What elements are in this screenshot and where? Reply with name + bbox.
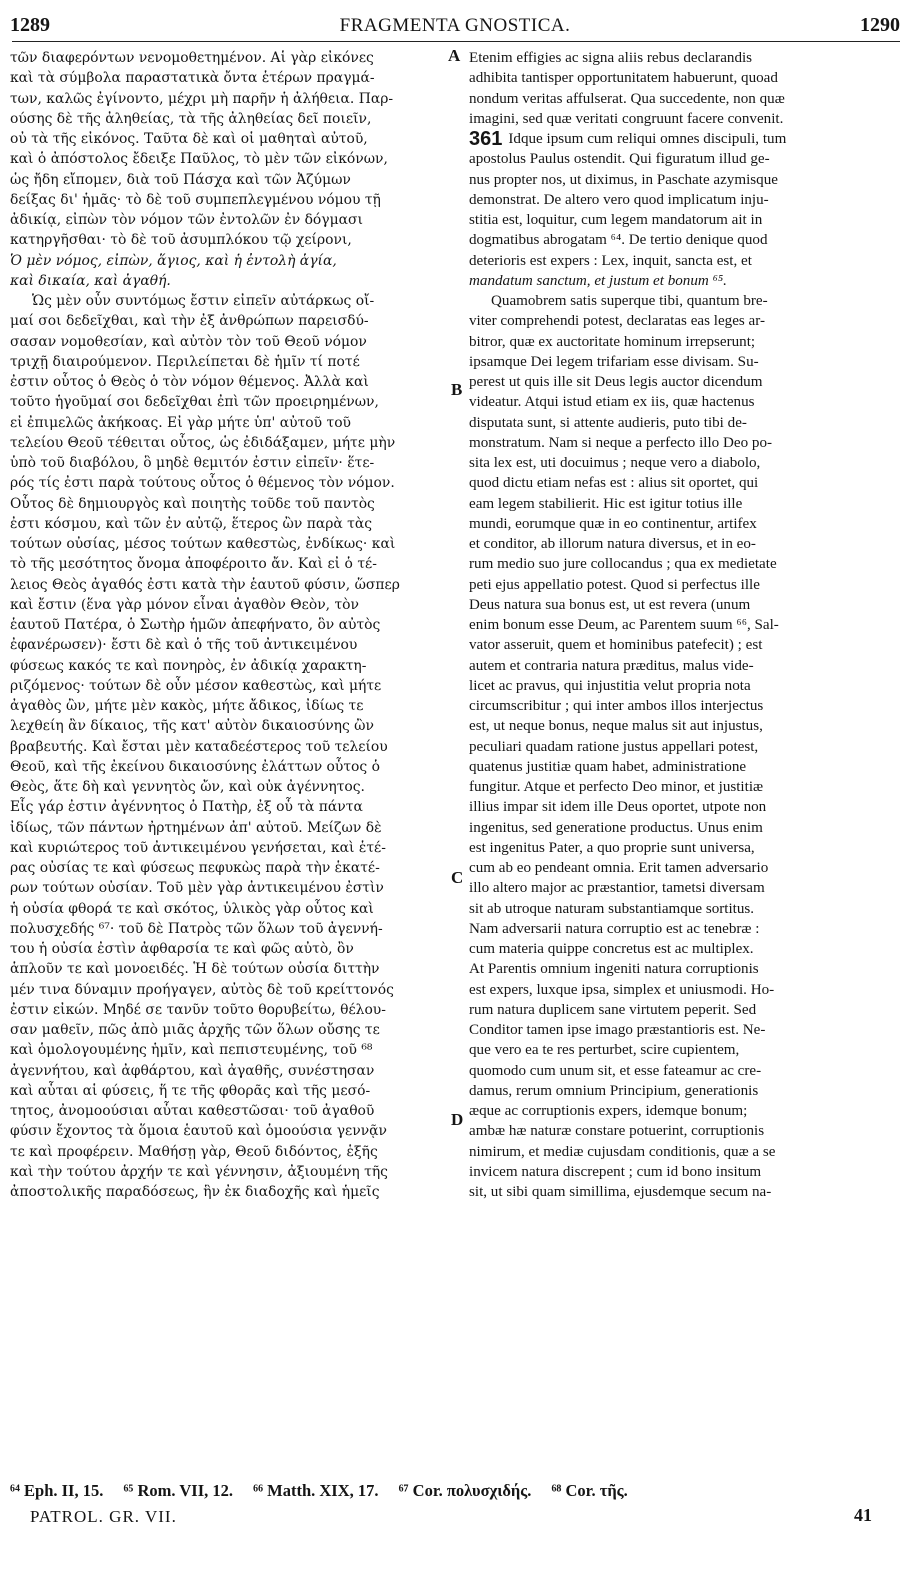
- text-line: πολυσχεδής ⁶⁷· τοῦ δὲ Πατρὸς τῶν ὅλων τοῦ ἀγεννή-: [10, 920, 383, 937]
- text-line: dogmatibus abrogatam ⁶⁴. De tertio denique quod: [469, 232, 768, 249]
- text-line: ἐφανέρωσεν)· ἔστι δὲ καὶ ὁ τῆς τοῦ ἀντικειμένου: [10, 637, 358, 654]
- text-line: damus, rerum omnium Principium, generationis: [469, 1082, 759, 1099]
- text-line: ἑαυτοῦ Πατέρα, ὁ Σωτὴρ ἡμῶν ἀπεφήνατο, ὃν αὐτὸς: [10, 617, 381, 633]
- text-line: μαί σοι δεδεῖχθαι, καὶ τὴν ἐξ ἀνθρώπων παρεισδύ-: [10, 313, 369, 330]
- text-line: monstratum. Nam si neque a perfecto illo Deo po-: [469, 434, 773, 451]
- text-line: ambæ hæ naturæ constare potuerint, corruptionis: [469, 1123, 765, 1140]
- text-line: φύσεως κακός τε καὶ πονηρὸς, ἐν ἀδικίᾳ χαρακτη-: [10, 657, 367, 674]
- text-line: est expers, luxque ipsa, simplex et uniusmodi. Ho-: [469, 981, 775, 998]
- text-line: Οὗτος δὲ δημιουργὸς καὶ ποιητὴς τοῦδε τοῦ παντὸς: [10, 495, 375, 512]
- text-line: licet ac pravus, qui injustitia velut propria nota: [469, 677, 751, 694]
- text-line: Εἷς γάρ ἐστιν ἀγέννητος ὁ Πατὴρ, ἐξ οὗ τὰ πάντα: [10, 799, 363, 816]
- text-line: cum materia quippe concretus est ac multiplex.: [469, 941, 754, 957]
- text-line: et conditor, ab illorum natura diversus, et in eo-: [469, 536, 756, 552]
- text-line: τε καὶ προφέρειν. Μαθήσῃ γὰρ, Θεοῦ διδόντος, ἑξῆς: [10, 1143, 378, 1160]
- text-line: ὡς ἤδη εἴπομεν, διὰ τοῦ Πάσχα καὶ τῶν Ἀζύμων: [10, 171, 351, 188]
- text-line: apostolus Paulus ostendit. Qui figuratum illud ge-: [469, 151, 770, 168]
- footnote-67: ⁶⁷ Cor. πολυσχιδής.: [398, 1481, 532, 1500]
- text-line: ρων τούτων οὐσίαν. Τοῦ μὲν γὰρ ἀντικειμένου ἐστὶν: [10, 880, 384, 897]
- page-header: [10, 14, 900, 40]
- latin-text-column: [469, 48, 895, 1202]
- text-line: σασαν νομοθεσίαν, καὶ αὐτὸν τὸν τοῦ Θεοῦ νόμον: [10, 333, 367, 350]
- text-line: ριζόμενος· τούτων δὲ οὖν μέσον καθεστὼς, καὶ μήτε: [10, 677, 382, 694]
- text-line: ipsamque Dei legem trifariam esse divisam. Su-: [469, 353, 759, 370]
- text-line: των, καλῶς ἐγίνοντο, μέχρι μὴ παρῆν ἡ ἀλήθεια. Παρ-: [10, 90, 394, 107]
- text-line: vator asseruit, quem et hominibus patefecit) ; est: [469, 637, 763, 654]
- text-line: Nam adversarii natura corruptio est ac tenebræ :: [469, 920, 760, 937]
- text-line: rum medio suo jure collocandus ; qua ex medietate: [469, 556, 777, 573]
- text-line: deterioris est expers : Lex, inquit, sancta est, et: [469, 252, 752, 269]
- text-line: demonstrat. De altero vero quod implicatum inju-: [469, 191, 769, 208]
- text-line: Ὡς μὲν οὖν συντόμως ἔστιν εἰπεῖν αὐτάρκως οἴ-: [32, 293, 375, 309]
- text-line: τῶν διαφερόντων νενομοθετημένον. Αἱ γὰρ εἰκόνες: [10, 50, 374, 66]
- text-line: nimirum, et mediæ cujusdam conditionis, quæ a se: [469, 1143, 776, 1160]
- text-line: disputata sunt, si attente audieris, puto tibi de-: [469, 414, 747, 431]
- text-line: Θεὸς, ἅτε δὴ καὶ γεννητὸς ὤν, καὶ οὐκ ἀγέννητος.: [10, 779, 365, 795]
- text-line: τοῦτο ἡγοῦμαί σοι δεδεῖχθαι ἐπὶ τῶν προειρημένων,: [10, 394, 379, 411]
- text-line: eam legem stabilierit. Hic est igitur totius ille: [469, 495, 743, 512]
- text-line: ἀποστολικῆς παραδόσεως, ἣν ἐκ διαδοχῆς καὶ ἡμεῖς: [10, 1184, 380, 1200]
- text-line: Quamobrem satis superque tibi, quantum bre-: [491, 293, 768, 309]
- text-line: του ἡ οὐσία ἐστὶν ἀφθαρσία τε καὶ φῶς αὐτὸ, ὂν: [10, 941, 354, 957]
- text-line: illius impar sit idem ille Deus oportet, utpote non: [469, 799, 767, 816]
- right-column-number: 1290: [860, 14, 900, 36]
- text-line: καὶ δικαία, καὶ ἀγαθή.: [10, 272, 171, 289]
- footnote-65: ⁶⁵ Rom. VII, 12.: [123, 1481, 233, 1500]
- margin-letter-d: D: [451, 1110, 464, 1129]
- footnotes: [10, 1481, 900, 1501]
- footnote-66: ⁶⁶ Matth. XIX, 17.: [253, 1481, 379, 1500]
- margin-letter-b: B: [451, 380, 463, 399]
- text-line: καὶ αὗται αἱ φύσεις, ἥ τε τῆς φθορᾶς καὶ τῆς μεσό-: [10, 1082, 371, 1099]
- text-line: quod dictu etiam nefas est : alius sit oportet, qui: [469, 475, 759, 492]
- text-line: εἰ ἐπιμελῶς ἀκήκοας. Εἰ γὰρ μήτε ὑπ' αὐτοῦ τοῦ: [10, 414, 351, 431]
- text-line: ὑπὸ τοῦ διαβόλου, ὃ μηδὲ θεμιτόν ἐστιν εἰπεῖν· ἕτε-: [10, 455, 375, 471]
- text-line: circumscribitur ; qui inter ambos illos interjectus: [469, 698, 764, 714]
- text-line: ἁπλοῦν τε καὶ μονοειδές. Ἡ δὲ τούτων οὐσία διττὴν: [10, 961, 380, 978]
- text-line: mandatum sanctum, et justum et bonum ⁶⁵.: [469, 272, 727, 289]
- text-line: οὐ τὰ τῆς εἰκόνος. Ταῦτα δὲ καὶ οἱ μαθηταὶ αὐτοῦ,: [10, 131, 368, 147]
- text-line: ρας οὐσίας τε καὶ φύσεως πεφυκὼς παρὰ τὴν ἑκατέ-: [10, 860, 380, 876]
- greek-text-column: [10, 48, 450, 1202]
- margin-letter-a: A: [448, 46, 461, 65]
- text-line: σαν μαθεῖν, πῶς ἀπὸ μιᾶς ἀρχῆς τῶν ὅλων οὔσης τε: [10, 1022, 380, 1038]
- text-line: bitror, quæ ex auctoritate hominum irrepserunt;: [469, 333, 756, 350]
- text-line: ἡ οὐσία φθορά τε καὶ σκότος, ὑλικὸς γὰρ οὗτος καὶ: [10, 900, 374, 917]
- gathering-number: 41: [854, 1505, 872, 1525]
- text-line: peculiari quadam ratione justus appellari potest,: [469, 738, 759, 755]
- text-line: Etenim effigies ac signa aliis rebus declarandis: [469, 50, 753, 66]
- text-line: Conditor tamen ipse imago præstantioris est. Ne-: [469, 1022, 766, 1038]
- text-line: ούσης δὲ τῆς ἀληθείας, τὰ τῆς ἀληθείας δεῖ ποιεῖν,: [10, 110, 372, 127]
- text-line: est ingenitus Pater, a quo proprie sunt universa,: [469, 839, 755, 856]
- text-line: stitia est, loquitur, cum legem mandatorum ait in: [469, 212, 763, 228]
- text-line: καὶ ὁμολογουμένης ἡμῖν, καὶ πεπιστευμένης, τοῦ ⁶⁸: [10, 1042, 373, 1059]
- running-title: FRAGMENTA GNOSTICA.: [339, 15, 571, 36]
- text-line: quomodo cum unum sit, et esse fateamur ac cre-: [469, 1062, 762, 1079]
- text-line: τούτων οὐσίας, μέσος τούτων καθεστὼς, ἐνδίκως· καὶ: [10, 536, 396, 552]
- text-line: ἰδίως, τῶν πάντων ἠρτημένων ἀπ' αὐτοῦ. Μείζων δὲ: [10, 819, 382, 836]
- text-line: illo altero major ac præstantior, tametsi diversam: [469, 880, 765, 897]
- text-line: ρός τίς ἐστι παρὰ τούτους οὗτος ὁ θέμενος τὸν νόμον.: [10, 475, 395, 492]
- text-line: μέν τινα δύναμιν προήγαγεν, αὐτὸς δὲ τοῦ κρείττονός: [10, 981, 394, 998]
- text-line: κατηργῆσθαι· τὸ δὲ τοῦ ἀσυμπλόκου τῷ χείρονι,: [10, 232, 352, 249]
- text-line: imagini, sed quæ veritati congruunt facere convenit.: [469, 110, 784, 127]
- text-line: invicem natura discrepent ; cum id bono insitum: [469, 1163, 762, 1180]
- text-line: Ὁ μὲν νόμος, εἰπὼν, ἅγιος, καὶ ἡ ἐντολὴ ἁγία,: [10, 252, 337, 269]
- text-line: καὶ τὰ σύμβολα παραστατικὰ ὄντα ἑτέρων πραγμά-: [10, 70, 375, 87]
- text-line: nus propter nos, ut diximus, in Paschate azymisque: [469, 171, 778, 188]
- text-line: τελείου Θεοῦ τέθειται οὗτος, ὡς ἐδιδάξαμεν, μήτε μὴν: [10, 434, 396, 451]
- text-line: perest ut quis ille sit Deus legis auctor dicendum: [469, 374, 763, 390]
- text-line: quatenus justitiæ quam habet, administratione: [469, 758, 747, 775]
- text-line: æque ac corruptionis expers, idemque bonum;: [469, 1103, 748, 1119]
- volume-signature: PATROL. GR. VII.: [30, 1507, 177, 1526]
- text-line: mundi, eorumque quæ in eo continentur, artifex: [469, 515, 757, 532]
- text-line: ἀδικίᾳ, εἰπὼν τὸν νόμον τῶν ἐντολῶν ἐν δόγμασι: [10, 212, 363, 228]
- text-line: καὶ τὴν τούτου ἀρχήν τε καὶ γέννησιν, ἀξιουμένη τῆς: [10, 1163, 388, 1180]
- text-line: λειος Θεὸς ἀγαθός ἐστι κατὰ τὴν ἑαυτοῦ φύσιν, ὥσπερ: [10, 576, 400, 593]
- text-line: cum ab eo pendeant omnia. Erit tamen adversario: [469, 860, 769, 876]
- text-line: λεχθείη ἂν δίκαιος, τῆς κατ' αὐτὸν δικαιοσύνης ὢν: [10, 718, 374, 735]
- text-line: τριχῇ διαιρούμενον. Περιλείπεται δὲ ἡμῖν τί ποτέ: [10, 353, 360, 370]
- header-rule: [12, 41, 900, 42]
- text-line: At Parentis omnium ingeniti natura corruptionis: [469, 961, 759, 978]
- text-line: sit ab utroque naturam substantiamque sortitus.: [469, 900, 755, 917]
- text-line: peti ejus appellatio potest. Quod si perfectus ille: [469, 576, 760, 593]
- text-line: Θεοῦ, καὶ τῆς ἐκείνου δικαιοσύνης ἐλάττων οὗτος ὁ: [10, 758, 380, 775]
- text-line: καὶ ἔστιν (ἕνα γὰρ μόνον εἶναι ἀγαθὸν Θεὸν, τὸν: [10, 596, 359, 613]
- text-line: rum natura duplicem sane virtutem peperit. Sed: [469, 1001, 757, 1018]
- text-line: ingenitus, sed generatione productus. Unus enim: [469, 819, 763, 836]
- text-line: est, ut neque bonus, neque malus sit aut injustus,: [469, 718, 763, 735]
- text-line: que vero ea te res perturbet, scire cupientem,: [469, 1042, 740, 1059]
- text-line: 361 Idque ipsum cum reliqui omnes discipuli, tum: [469, 129, 787, 150]
- text-line: φύσιν ἔχοντος τὰ ὅμοια ἑαυτοῦ καὶ ὁμοούσια γεννᾷν: [10, 1123, 387, 1140]
- margin-letter-c: C: [451, 868, 464, 887]
- text-line: δείξας δι' ἡμᾶς· τὸ δὲ τοῦ συμπεπλεγμένου νόμου τῇ: [10, 191, 381, 208]
- text-line: καὶ ὁ ἀπόστολος ἔδειξε Παῦλος, τὸ μὲν τῶν εἰκόνων,: [10, 151, 388, 168]
- footnote-64: ⁶⁴ Eph. II, 15.: [10, 1481, 104, 1500]
- text-line: adhibita tantisper opportunitatem habuerunt, quoad: [469, 70, 778, 87]
- text-line: ἐστι κόσμου, καὶ τῶν ἐν αὐτῷ, ἕτερος ὢν παρὰ τὰς: [10, 515, 373, 532]
- text-line: fungitur. Atque et perfecto Deo minor, et justitiæ: [469, 779, 764, 795]
- text-line: videatur. Atqui istud etiam ex iis, quæ hactenus: [469, 394, 755, 411]
- text-line: autem et contraria natura præditus, malus vide-: [469, 657, 754, 674]
- footnote-68: ⁶⁸ Cor. τῆς.: [551, 1481, 628, 1500]
- text-line: τὸ τῆς μεσότητος ὄνομα ἀποφέροιτο ἄν. Καὶ εἰ ὁ τέ-: [10, 556, 377, 573]
- text-line: καὶ κυριώτερος τοῦ ἀντικειμένου γενήσεται, καὶ ἑτέ-: [10, 839, 386, 856]
- text-line: viter comprehendi potest, declaratas eas leges ar-: [469, 313, 765, 330]
- text-line: sita lex est, uti docuimus ; neque vero a diabolo,: [469, 455, 761, 471]
- text-line: enim bonum esse Deum, ac Parentem suum ⁶⁶, Sal-: [469, 617, 779, 633]
- text-line: βραβευτής. Καὶ ἔσται μὲν καταδεέστερος τοῦ τελείου: [10, 738, 388, 755]
- section-number: 361: [469, 129, 503, 150]
- text-line: ἐστιν εἰκών. Μηδέ σε τανῦν τοῦτο θορυβείτω, θέλου-: [10, 1001, 386, 1018]
- text-line: ἐστιν οὗτος ὁ Θεὸς ὁ τὸν νόμον θέμενος. Ἀλλὰ καὶ: [10, 374, 369, 390]
- text-line: ἀγεννήτου, καὶ ἀφθάρτου, καὶ ἀγαθῆς, συνέστησαν: [10, 1062, 375, 1079]
- text-line: nondum veritas affulserat. Qua succedente, non quæ: [469, 90, 785, 107]
- text-line: ἀγαθὸς ὢν, μήτε μὲν κακὸς, μήτε ἄδικος, ἰδίως τε: [10, 698, 364, 714]
- left-column-number: 1289: [10, 14, 50, 36]
- text-line: Deus natura sua bonus est, ut est revera (unum: [469, 596, 751, 613]
- text-line: sit, ut sibi quam simillima, ejusdemque secum na-: [469, 1184, 772, 1200]
- text-line: τητος, ἀνομοούσιαι αὗται καθεστῶσαι· τοῦ ἀγαθοῦ: [10, 1103, 375, 1119]
